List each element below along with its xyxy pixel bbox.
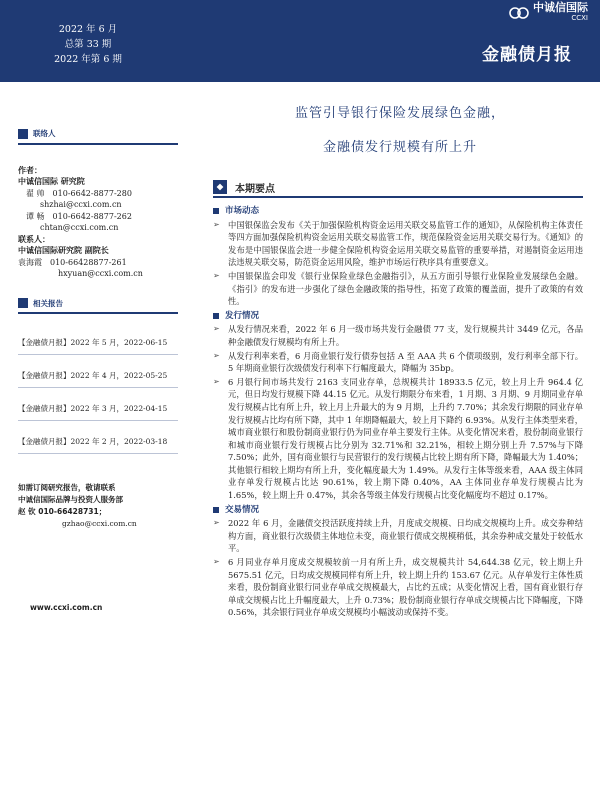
key-points-marker-icon xyxy=(213,180,227,194)
bullet-item xyxy=(213,323,583,348)
key-points-content xyxy=(213,203,583,620)
bullet-item xyxy=(213,376,583,502)
related-header-label: 相关报告 xyxy=(33,298,63,308)
topic-heading xyxy=(213,205,583,218)
ccxi-logo xyxy=(509,2,588,24)
website-link[interactable]: www.ccxi.com.cn xyxy=(30,603,103,612)
author-name: 谭 畅 xyxy=(26,211,45,221)
related-report-link[interactable]: 【金融债月报】2022 年 2 月，2022-03-18 xyxy=(18,431,178,454)
issue-date: 2022 年 6 月 xyxy=(58,24,118,35)
related-section-header xyxy=(18,298,178,315)
author-name: 翟 帅 xyxy=(26,188,45,198)
key-points-header xyxy=(213,178,583,198)
arrow-bullet-icon: ➢ xyxy=(213,219,220,229)
issue-info xyxy=(38,22,138,67)
author-email[interactable]: shzhai@ccxi.com.cn xyxy=(40,200,122,209)
topic-title: 发行情况 xyxy=(225,310,260,321)
subscribe-person: 赵 钦 010-66428731； xyxy=(18,507,107,516)
contacts-label: 联系人： xyxy=(18,234,50,244)
topic-title: 交易情况 xyxy=(225,504,260,515)
subscribe-line2: 中诚信国际品牌与投资人服务部 xyxy=(18,495,123,504)
bullet-text: 中国银保监会发布《关于加强保险机构资金运用关联交易监管工作的通知》，从保险机构主体责任等四方面加强保险机构资金运用关联交易监管工作，规范保险资金运用关联交易行为。《通知》的发布是中国银保监会进一步健全保险机构资金运用关联交易监管的重要举措，对遏制资金运用违法违规关联交易，防范资金运用风险，维护市场运行秩序具有重要意义。 xyxy=(228,219,583,268)
related-report-link[interactable]: 【金融债月报】2022 年 4 月，2022-05-25 xyxy=(18,365,178,388)
contact-header-label: 联络人 xyxy=(33,129,56,138)
arrow-bullet-icon: ➢ xyxy=(213,557,220,567)
arrow-bullet-icon: ➢ xyxy=(213,324,220,334)
arrow-bullet-icon: ➢ xyxy=(213,376,220,386)
key-points-label: 本期要点 xyxy=(235,184,275,195)
related-reports-list xyxy=(18,332,178,454)
author-email[interactable]: chtan@ccxi.com.cn xyxy=(40,223,119,232)
issue-number: 2022 年第 6 期 xyxy=(54,54,122,65)
issue-total: 总第 33 期 xyxy=(64,39,112,50)
section-marker-icon xyxy=(18,129,28,139)
topic-square-icon xyxy=(213,507,219,513)
ccxi-logo-icon xyxy=(509,4,529,22)
subscribe-line1: 如需订阅研究报告，敬请联系 xyxy=(18,483,116,492)
arrow-bullet-icon: ➢ xyxy=(213,518,220,528)
logo-cn-text: 中诚信国际 xyxy=(533,1,588,14)
author-phone: 010-6642-8877-280 xyxy=(52,188,132,198)
topic-heading xyxy=(213,504,583,517)
bullet-text: 6 月银行间市场共发行 2163 支同业存单，总规模共计 18933.5 亿元，较上月上升 964.4 亿元，但日均发行规模下降 44.15 亿元。从发行期限分布来看，1 月期、3 月期、9 月期同业存单发行规模占比有所上升，较上月上升最大的为 9 月期，上升约 7.70%；其余发行期限的同业存单发行规模占比均有所下降，其中 1 年期降幅最大，较上月下降约 6.93%。从发行主体类型来看，城市商业银行和股份制商业银行仍为同业存单主要发行主体。从变化情况来看，股份制商业银行和城市商业银行发行规模占比分别为 32.71%和 32.21%，相较上期分别上升 7.57%与下降 7.50%；此外，国有商业银行与民营银行的发行规模占比较上期有所下降，降幅最大为 1.40%；其他银行相较上期均有所上升，变化幅度最大为 1.49%。从发行主体等级来看，AAA 级主体同业存单发行规模占比达 90.61%，较上期下降 0.40%，AA 主体同业存单发行规模占比为 1.65%，较上期上升 0.47%，其余各等级主体发行规模占比变化幅度均不超过 0.17%。 xyxy=(228,376,583,501)
topic-square-icon xyxy=(213,208,219,214)
arrow-bullet-icon: ➢ xyxy=(213,270,220,280)
topic-title: 市场动态 xyxy=(225,206,260,216)
arrow-bullet-icon: ➢ xyxy=(213,350,220,360)
bullet-text: 6 月同业存单月度成交规模较前一月有所上升，成交规模共计 54,644.38 亿元，较上期上升 5675.51 亿元，日均成交规模同样有所上升，较上期上升约 153.67 亿元。从存单发行主体性质来看，股份制商业银行同业存单成交规模最大，占比约五成；从变化情况上看，国有商业银行存单成交规模占比上升幅度最大，上升 0.73%；股份制商业银行存单成交规模占比下降幅度，下降 0.56%，其余银行同业存单成交规模均小幅波动或保持不变。 xyxy=(228,557,583,618)
contact-phone: 010-66428877-261 xyxy=(50,257,127,267)
topic-heading xyxy=(213,310,583,323)
logo-en-text: CCXI xyxy=(571,14,588,22)
authors-label: 作者： xyxy=(18,165,42,175)
author-phone: 010-6642-8877-262 xyxy=(52,211,132,221)
contact-dept: 中诚信国际研究院 副院长 xyxy=(18,246,109,255)
topic-square-icon xyxy=(213,313,219,319)
bullet-text: 中国银保监会印发《银行业保险业绿色金融指引》，从五方面引导银行业保险业发展绿色金融。《指引》的发布进一步强化了绿色金融政策的指导性，拓宽了政策的覆盖面，提升了政策的有效性。 xyxy=(228,270,583,307)
bullet-item xyxy=(213,517,583,555)
header-band xyxy=(0,0,600,82)
related-report-link[interactable]: 【金融债月报】2022 年 5 月，2022-06-15 xyxy=(18,332,178,355)
bullet-item xyxy=(213,556,583,619)
author-row xyxy=(18,211,178,223)
section-marker-icon xyxy=(18,298,28,308)
contact-row xyxy=(18,257,178,269)
bullet-text: 从发行利率来看，6 月商业银行发行债券包括 A 至 AAA 共 6 个债项级别，发行利率全部下行。5 年期商业银行次级债发行利率下行幅度最大，降幅为 35bp。 xyxy=(228,350,583,374)
contact-email[interactable]: hxyuan@ccxi.com.cn xyxy=(58,269,143,278)
contact-section-header xyxy=(18,128,178,145)
related-report-link[interactable]: 【金融债月报】2022 年 3 月，2022-04-15 xyxy=(18,398,178,421)
bullet-item xyxy=(213,350,583,375)
contact-name: 袁海霞 xyxy=(18,257,42,267)
subscribe-email[interactable]: gzhao@ccxi.com.cn xyxy=(62,519,137,528)
bullet-text: 从发行情况来看，2022 年 6 月一级市场共发行金融债 77 支，发行规模共计 3449 亿元，各品种金融债发行规模均有所上升。 xyxy=(228,324,583,347)
sidebar xyxy=(18,128,178,530)
bullet-item xyxy=(213,219,583,269)
bullet-text: 2022 年 6 月，金融债交投活跃度持续上升，月度成交规模、日均成交规模均上升。成交券种结构方面，商业银行次级债主体地位未变，商业银行债成交规模稍低，其余券种成交量处于较低水平。 xyxy=(228,518,583,554)
main-title-line2: 金融债发行规模有所上升 xyxy=(322,140,477,155)
bullet-item xyxy=(213,270,583,308)
main-title-line1: 监管引导银行保险发展绿色金融， xyxy=(294,106,505,121)
subscribe-info xyxy=(18,482,178,530)
report-name: 金融债月报 xyxy=(482,45,572,65)
authors-dept: 中诚信国际 研究院 xyxy=(18,177,85,186)
author-row xyxy=(18,188,178,200)
